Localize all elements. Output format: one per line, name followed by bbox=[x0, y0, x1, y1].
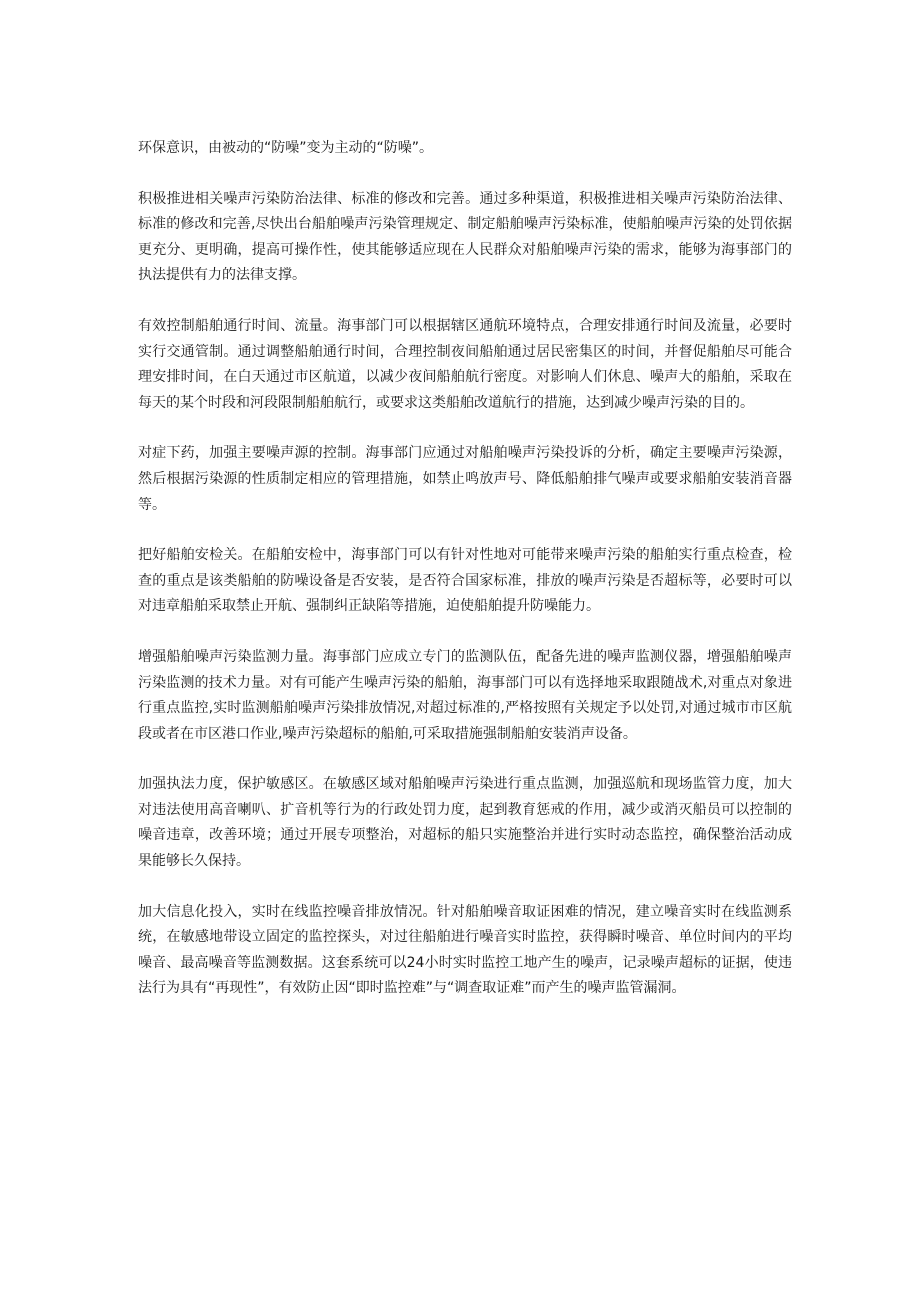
paragraph: 环保意识，由被动的“防噪”变为主动的“防噪”。 bbox=[138, 140, 434, 156]
paragraph: 把好船舶安检关。在船舶安检中，海事部门可以有针对性地对可能带来噪声污染的船舶实行重点检查，检查的重点是该类船舶的防噪设备是否安装，是否符合国家标准，排放的噪声污染是否超标等，必要时可以对违章船舶采取禁止开航、强制纠正缺陷等措施，迫使船舶提升防噪能力。 bbox=[138, 547, 792, 615]
paragraph: 加大信息化投入，实时在线监控噪音排放情况。针对船舶噪音取证困难的情况，建立噪音实时在线监测系统，在敏感地带设立固定的监控探头，对过往船舶进行噪音实时监控，获得瞬时噪音、单位时间内的平均噪音、最高噪音等监测数据。这套系统可以24小时实时监控工地产生的噪声，记录噪声超标的证据，使违法行为具有“再现性”，有效防止因“即时监控难”与“调查取证难”而产生的噪声监管漏洞。 bbox=[138, 903, 792, 997]
paragraph: 对症下药，加强主要噪声源的控制。海事部门应通过对船舶噪声污染投诉的分析，确定主要噪声污染源，然后根据污染源的性质制定相应的管理措施，如禁止鸣放声号、降低船舶排气噪声或要求船舶安装消音器等。 bbox=[138, 445, 792, 513]
document-body bbox=[138, 136, 792, 1027]
paragraph: 积极推进相关噪声污染防治法律、标准的修改和完善。通过多种渠道，积极推进相关噪声污染防治法律、标准的修改和完善,尽快出台船舶噪声污染管理规定、制定船舶噪声污染标准，使船舶噪声污染的处罚依据更充分、更明确，提高可操作性，使其能够适应现在人民群众对船舶噪声污染的需求，能够为海事部门的执法提供有力的法律支撑。 bbox=[138, 190, 792, 284]
paragraph: 加强执法力度，保护敏感区。在敏感区域对船舶噪声污染进行重点监测，加强巡航和现场监管力度，加大对违法使用高音喇叭、扩音机等行为的行政处罚力度，起到教育惩戒的作用，减少或消灭船员可以控制的噪音违章，改善环境；通过开展专项整治，对超标的船只实施整治并进行实时动态监控，确保整治活动成果能够长久保持。 bbox=[138, 776, 792, 870]
paragraph: 增强船舶噪声污染监测力量。海事部门应成立专门的监测队伍，配备先进的噪声监测仪器，增强船舶噪声污染监测的技术力量。对有可能产生噪声污染的船舶，海事部门可以有选择地采取跟随战术,对重点对象进行重点监控,实时监测船舶噪声污染排放情况,对超过标准的,严格按照有关规定予以处罚,对通过城市市区航段或者在市区港口作业,噪声污染超标的船舶,可采取措施强制船舶安装消声设备。 bbox=[138, 648, 792, 742]
paragraph: 有效控制船舶通行时间、流量。海事部门可以根据辖区通航环境特点，合理安排通行时间及流量，必要时实行交通管制。通过调整船舶通行时间，合理控制夜间船舶通过居民密集区的时间，并督促船舶尽可能合理安排时间，在白天通过市区航道，以减少夜间船舶航行密度。对影响人们休息、噪声大的船舶，采取在每天的某个时段和河段限制船舶航行，或要求这类船舶改道航行的措施，达到减少噪声污染的目的。 bbox=[138, 317, 792, 411]
